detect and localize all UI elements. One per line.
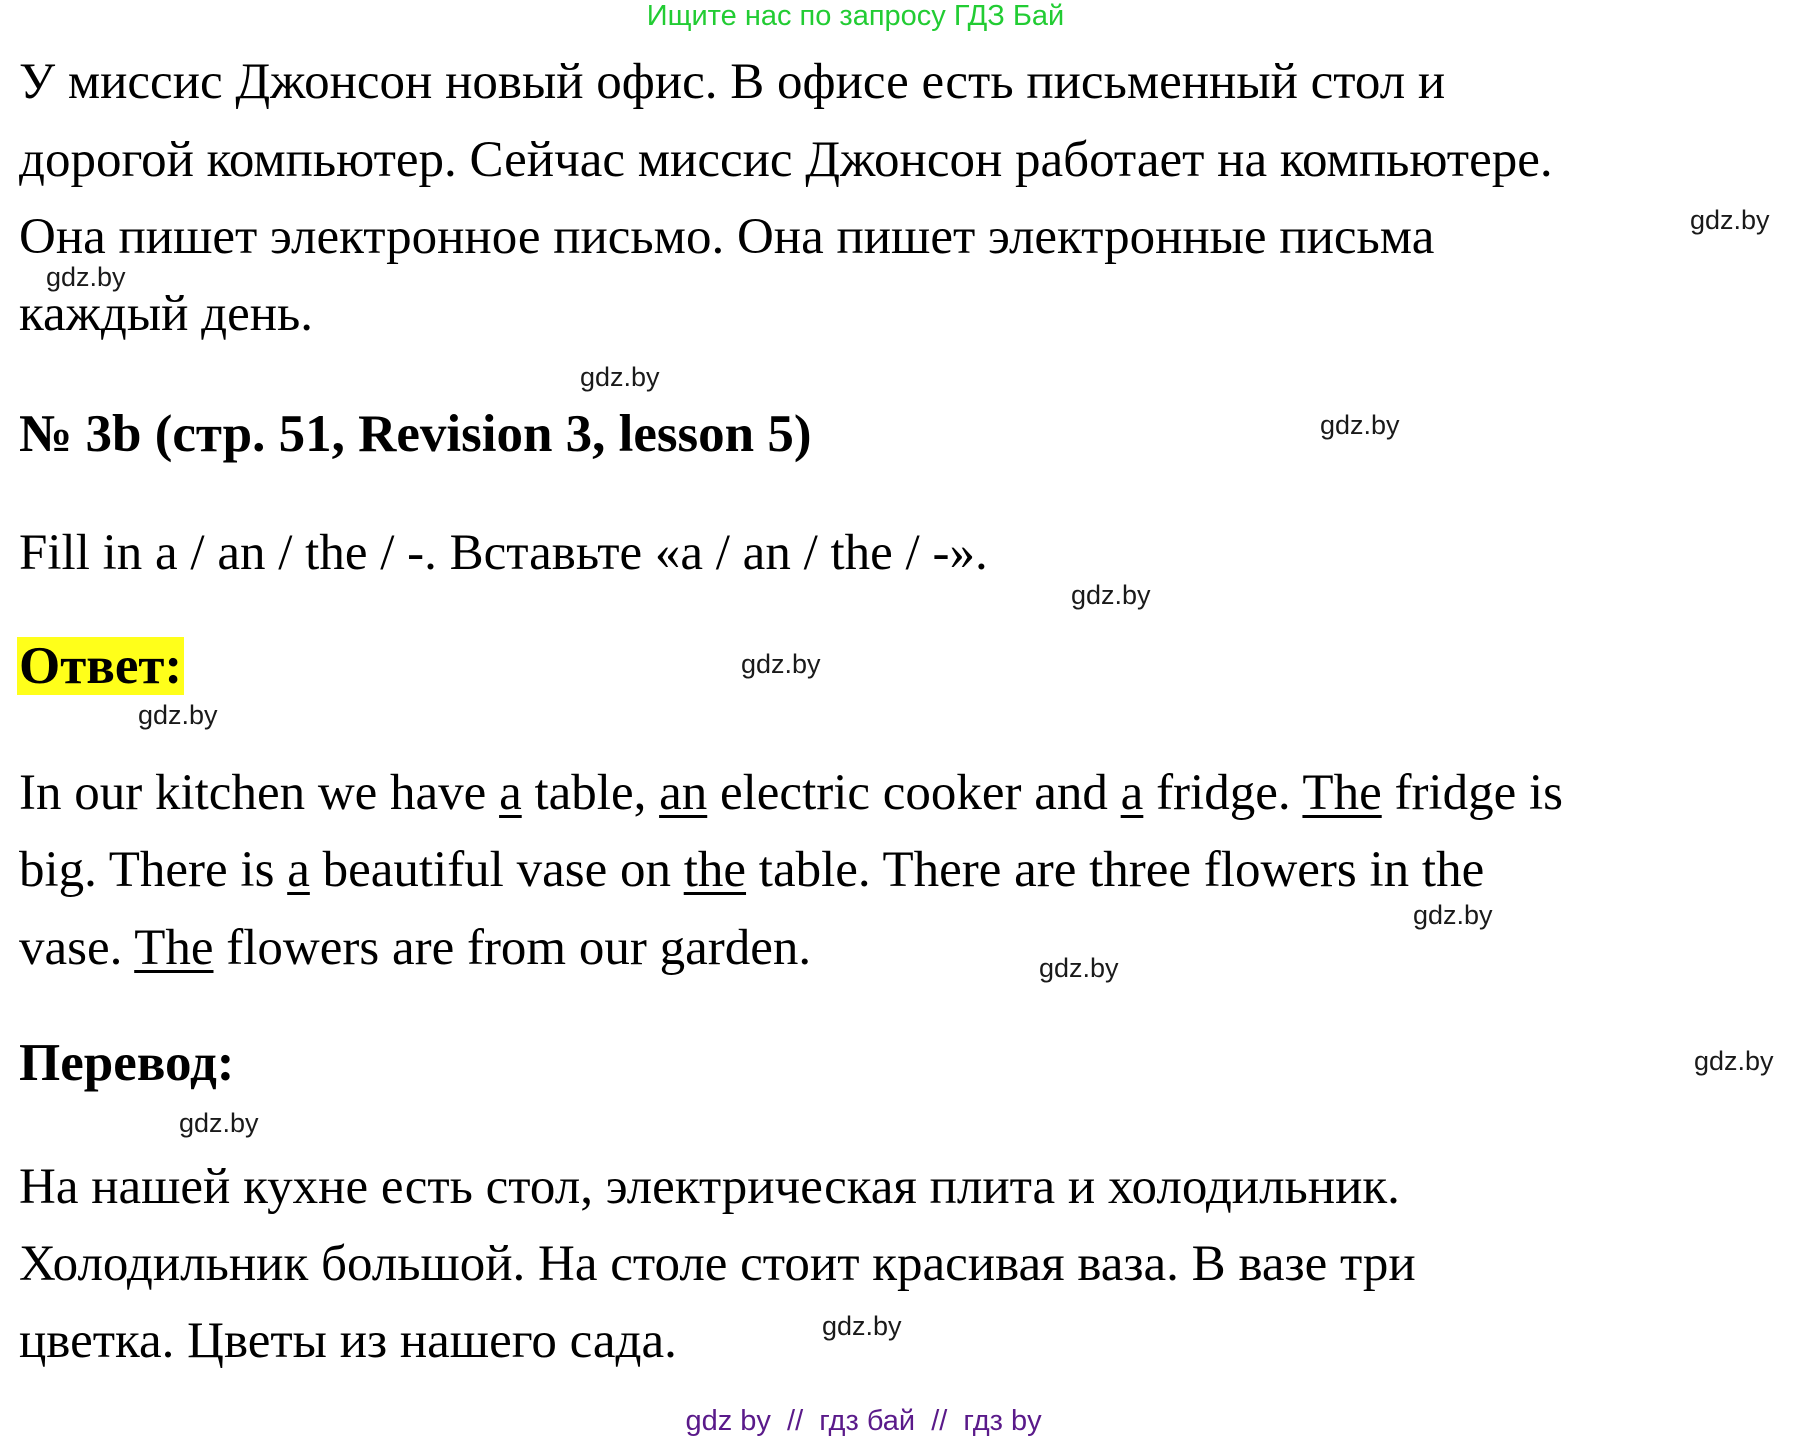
- exercise-instruction: Fill in a / an / the / -. Вставьте «a / an / the / -».: [19, 525, 988, 581]
- answer-label-text: Ответ:: [19, 637, 183, 695]
- banner-text: Ищите нас по запросу ГДЗ Бай: [646, 0, 1065, 32]
- translation-line: На нашей кухне есть стол, электрическая плита и холодильник.: [19, 1159, 1400, 1215]
- watermark: gdz.by: [1320, 410, 1400, 440]
- watermark: gdz.by: [1071, 580, 1151, 610]
- watermark: gdz.by: [1694, 1046, 1774, 1076]
- answer-text: flowers are from our garden.: [213, 920, 812, 976]
- inserted-article: a: [1120, 765, 1144, 821]
- inserted-article: a: [499, 765, 522, 821]
- watermark: gdz.by: [1039, 953, 1119, 983]
- inserted-article: the: [683, 842, 747, 898]
- answer-text: vase.: [19, 920, 135, 976]
- search-banner: [0, 0, 1811, 32]
- translation-line: Холодильник большой. На столе стоит красивая ваза. В вазе три: [19, 1236, 1416, 1292]
- inserted-article: an: [659, 765, 708, 821]
- watermark: gdz.by: [580, 362, 660, 392]
- intro-line: У миссис Джонсон новый офис. В офисе есть письменный стол и: [19, 54, 1446, 110]
- translation-line: цветка. Цветы из нашего сада.: [19, 1313, 677, 1369]
- watermark: gdz.by: [1413, 900, 1493, 930]
- footer-links: [0, 1373, 1811, 1437]
- answer-text: big. There is: [19, 842, 288, 898]
- answer-text: electric cooker and: [707, 765, 1121, 821]
- answer-text: beautiful vase on: [309, 842, 684, 898]
- answer-line: [19, 840, 1484, 900]
- answer-line: [19, 918, 811, 978]
- footer-text: gdz by // гдз бай // гдз by: [685, 1405, 1042, 1437]
- inserted-article: The: [1302, 765, 1382, 821]
- watermark: gdz.by: [822, 1311, 902, 1341]
- intro-line: Она пишет электронное письмо. Она пишет электронные письма: [19, 209, 1435, 265]
- intro-line: каждый день.: [19, 286, 314, 342]
- answer-label: [17, 634, 184, 698]
- answer-text: In our kitchen we have: [19, 765, 500, 821]
- intro-line: дорогой компьютер. Сейчас миссис Джонсон работает на компьютере.: [19, 132, 1553, 188]
- answer-text: fridge is: [1381, 765, 1564, 821]
- watermark: gdz.by: [179, 1108, 259, 1138]
- exercise-heading: № 3b (стр. 51, Revision 3, lesson 5): [19, 405, 812, 463]
- answer-line: [19, 763, 1563, 823]
- inserted-article: a: [287, 842, 310, 898]
- watermark: gdz.by: [1690, 205, 1770, 235]
- watermark: gdz.by: [741, 649, 821, 679]
- watermark: gdz.by: [138, 700, 218, 730]
- answer-text: table. There are three flowers in the: [746, 842, 1485, 898]
- translation-label: Перевод:: [19, 1034, 235, 1092]
- answer-text: fridge.: [1143, 765, 1303, 821]
- watermark: gdz.by: [46, 262, 126, 292]
- answer-text: table,: [521, 765, 660, 821]
- inserted-article: The: [134, 920, 214, 976]
